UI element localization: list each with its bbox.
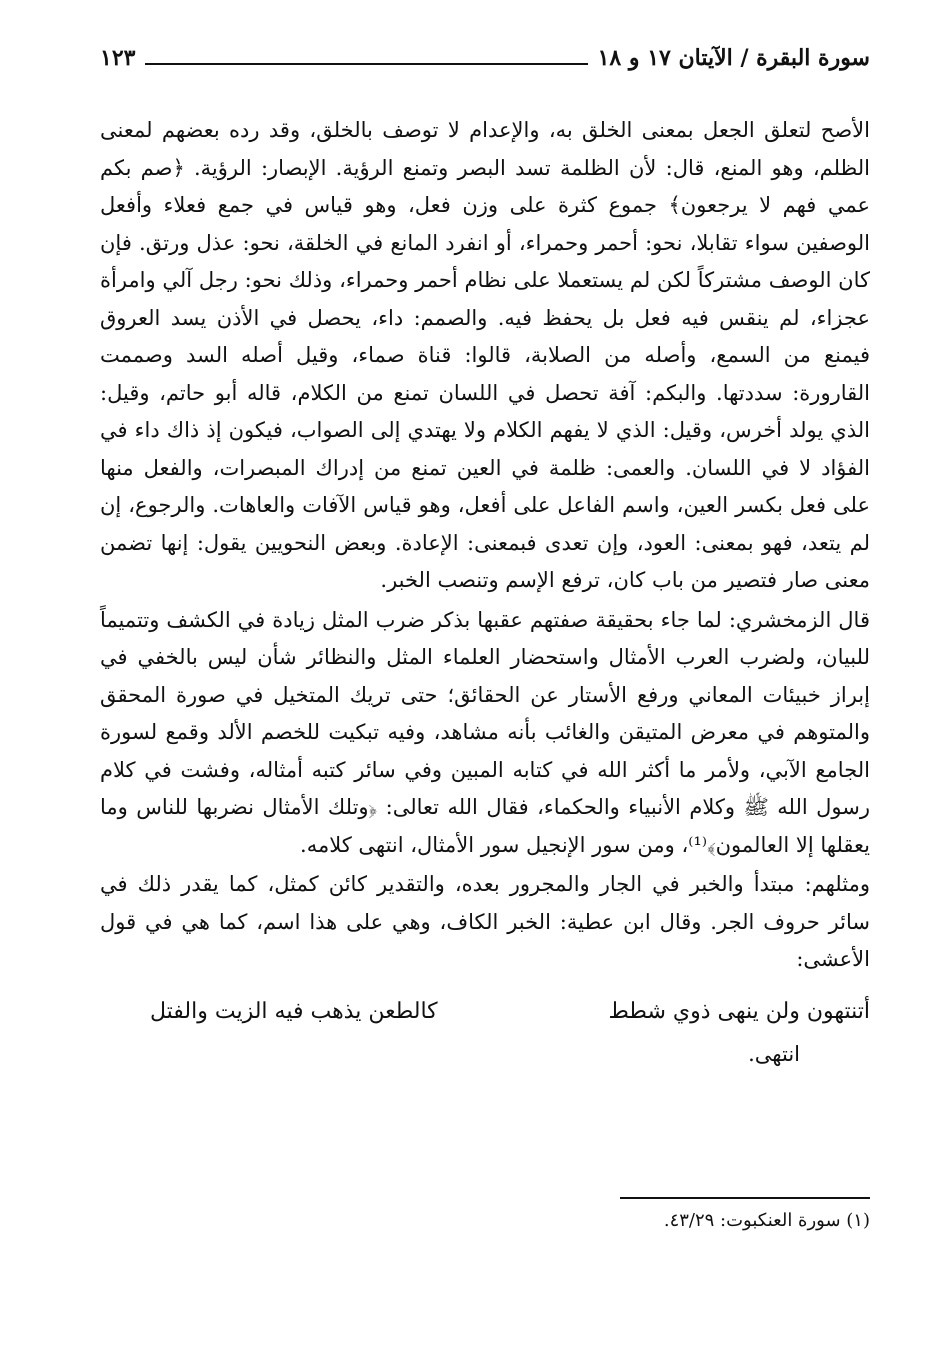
page-body bbox=[100, 112, 870, 1073]
footnote: (١) سورة العنكبوت: ٤٣/٢٩. bbox=[663, 1210, 870, 1231]
verse-second-hemistich: كالطعن يذهب فيه الزيت والفتل bbox=[150, 998, 438, 1024]
verse-first-hemistich: أتنتهون ولن ينهى ذوي شطط bbox=[608, 998, 870, 1024]
poetry-verse bbox=[150, 993, 870, 1031]
paragraph-1: الأصح لتعلق الجعل بمعنى الخلق به، والإعدام لا توصف بالخلق، وقد رده بعضهم لمعنى الظلم، وهو المنع، قال: لأن الظلمة تسد البصر وتمنع الرؤية. الإبصار: الرؤية. ﴿صم بكم عمي فهم لا يرجعون﴾ جموع كثرة على وزن فعل، وهو قياس في جمع فعلاء وأفعل الوصفين سواء تقابلا، نحو: أحمر وحمراء، أو انفرد المانع في الخلقة، نحو: عذل ورتق. فإن كان الوصف مشتركاً لكن لم يستعملا على نظام أحمر وحمراء، وذلك نحو: رجل آلي وامرأة عجزاء، لم ينقس فيه فعل بل يحفظ فيه. والصمم: داء، يحصل في الأذن يسد العروق فيمنع من السمع، وأصله من الصلابة، قالوا: قناة صماء، وقيل أصله السد وصممت القارورة: سددتها. والبكم: آفة تحصل في اللسان تمنع من الكلام، قاله أبو حاتم، وقيل: الذي يولد أخرس، وقيل: الذي لا يفهم الكلام ولا يهتدي إلى الصواب، فيكون إذ ذاك داء في الفؤاد لا في اللسان. والعمى: ظلمة في العين تمنع من إدراك المبصرات، والفعل منها على فعل بكسر العين، واسم الفاعل على أفعل، وهو قياس الآفات والعاهات. والرجوع، إن لم يتعد، فهو بمعنى: العود، وإن تعدى فبمعنى: الإعادة. وبعض النحويين يقول: إنها تضمن معنى صار فتصير من باب كان، ترفع الإسم وتنصب الخبر. bbox=[100, 118, 870, 592]
verse-ending: انتهى. bbox=[748, 1041, 800, 1066]
running-header bbox=[100, 38, 870, 78]
header-rule bbox=[145, 63, 587, 65]
footnote-separator bbox=[620, 1197, 870, 1199]
page-number: ١٢٣ bbox=[100, 45, 136, 71]
paragraph-2: قال الزمخشري: لما جاء بحقيقة صفتهم عقبها بذكر ضرب المثل زيادة في الكشف وتتميماً للبيان، ولضرب العرب الأمثال واستحضار العلماء المثل والنظائر شأن ليس بالخفي في إبراز خبيئات المعاني ورفع الأستار عن الحقائق؛ حتى تريك المتخيل في صورة المحقق والمتوهم في معرض المتيقن والغائب بأنه مشاهد، وفيه تبكيت للخصم الألد وقمع لسورة الجامع الآبي، ولأمر ما أكثر الله في كتابه المبين وفي سائر كتبه أمثاله، وفشت في كلام رسول الله ﷺ وكلام الأنبياء والحكماء، فقال الله تعالى: ﴿وتلك الأمثال نضربها للناس وما يعقلها إلا العالمون﴾⁽¹⁾، ومن سور الإنجيل سور الأمثال، انتهى كلامه. bbox=[100, 607, 870, 857]
paragraph-3: ومثلهم: مبتدأ والخبر في الجار والمجرور بعده، والتقدير كائن كمثل، كما يقدر ذلك في سائر حروف الجر. وقال ابن عطية: الخبر الكاف، وهي على هذا اسم، كما هي في قول الأعشى: bbox=[100, 872, 870, 971]
header-title: سورة البقرة / الآيتان ١٧ و ١٨ bbox=[597, 45, 870, 71]
